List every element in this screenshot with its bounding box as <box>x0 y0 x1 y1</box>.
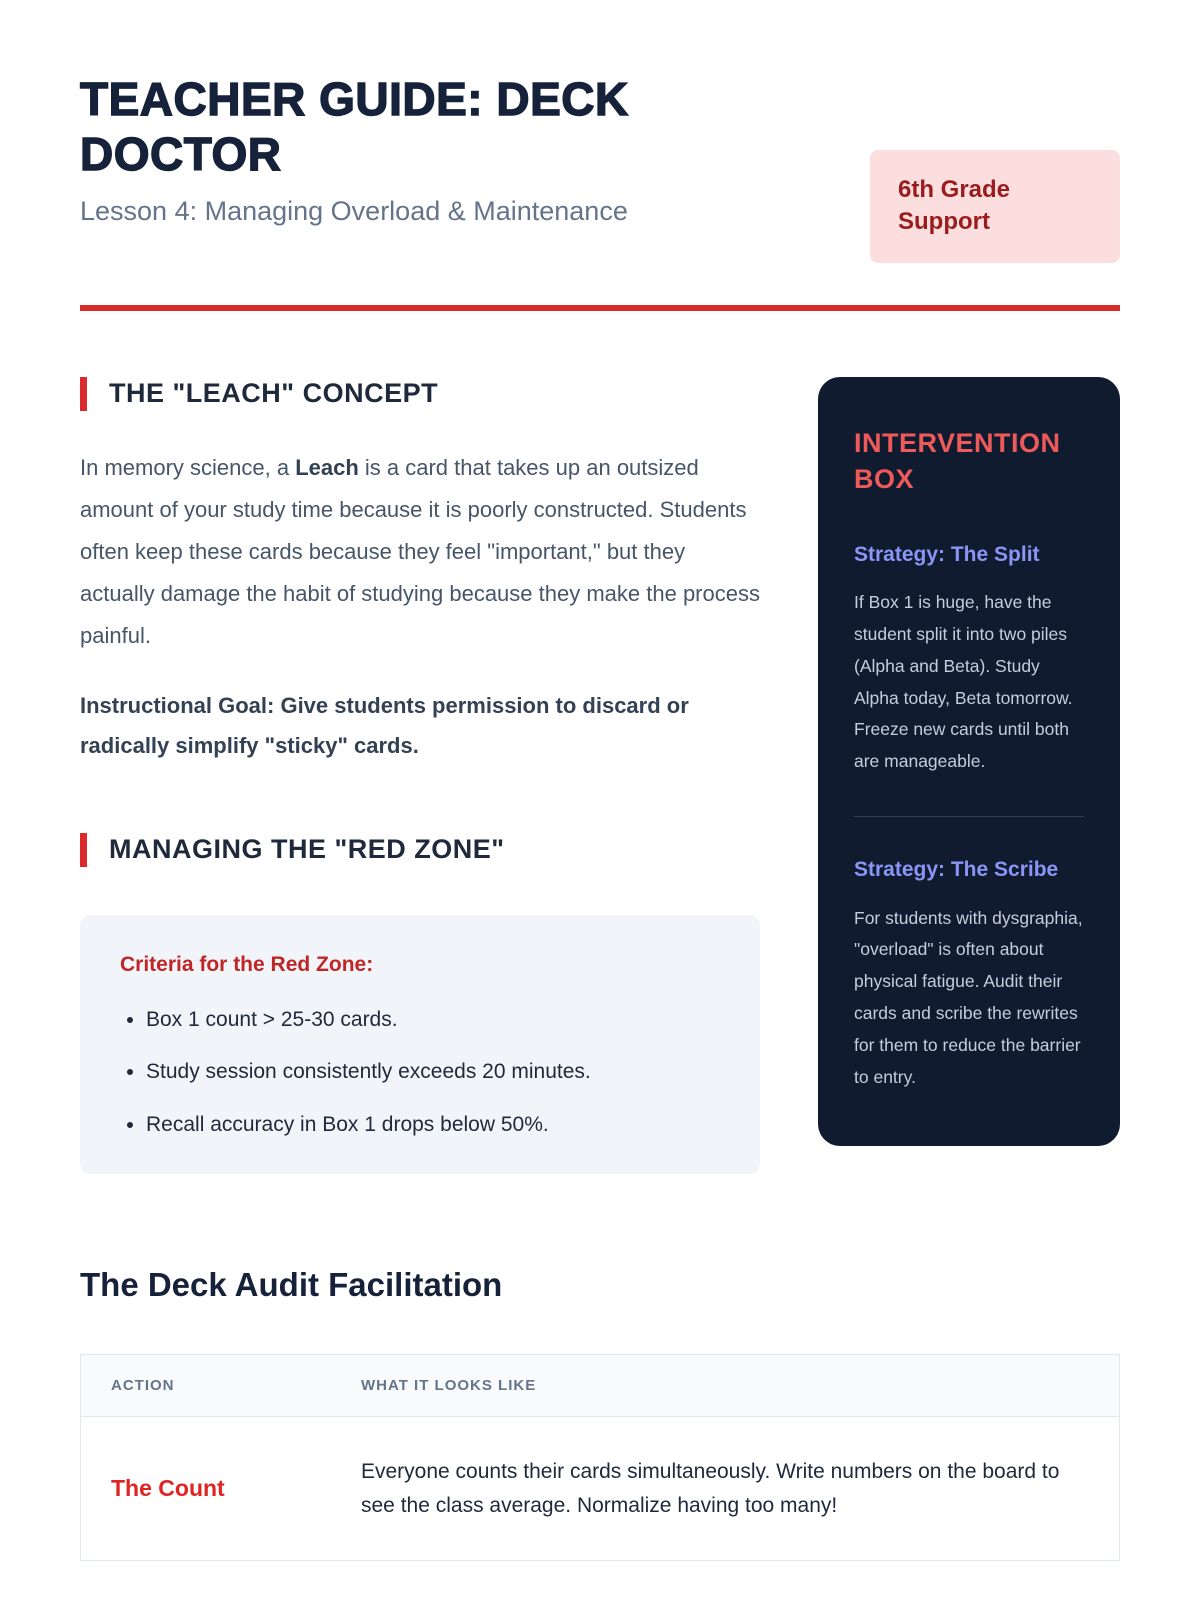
table-cell-action: The Count <box>111 1475 225 1502</box>
table-row <box>81 1417 1119 1560</box>
deck-audit-table <box>80 1354 1120 1561</box>
table-header-row <box>81 1355 1119 1417</box>
strategy-body-scribe: For students with dysgraphia, "overload" is often about physical fatigue. Audit their cards and scribe the rewrites for them to reduce the barrier to entry. <box>854 907 1083 1087</box>
main-content <box>80 377 1120 1174</box>
section-heading-deck-audit: The Deck Audit Facilitation <box>80 1266 503 1304</box>
instructional-goal: Instructional Goal: Give students permission to discard or radically simplify "sticky" cards. <box>80 692 689 759</box>
table-cell-description: Everyone counts their cards simultaneously. Write numbers on the board to see the class average. Normalize having too many! <box>361 1460 1060 1517</box>
strategy-title-scribe: Strategy: The Scribe <box>854 858 1059 882</box>
header-title-block <box>80 72 720 227</box>
strategy-title-split: Strategy: The Split <box>854 542 1040 566</box>
grade-support-badge <box>870 150 1120 263</box>
criteria-item: • Box 1 count > 25-30 cards. <box>146 1005 720 1035</box>
criteria-item: • Recall accuracy in Box 1 drops below 50%. <box>146 1110 720 1140</box>
red-zone-criteria-box <box>80 915 760 1174</box>
table-header-action: ACTION <box>111 1377 175 1395</box>
section-heading-leach-concept: THE "LEACH" CONCEPT <box>80 377 760 411</box>
leach-paragraph-suffix: is a card that takes up an outsized amount of your study time because it is poorly constructed. Students often keep these cards because they feel "important," but they actually damage the habit of studying because they make the process painful. <box>80 454 760 649</box>
leach-paragraph-prefix: In memory science, a <box>80 454 296 480</box>
intervention-box-heading: INTERVENTION BOX <box>854 427 1061 495</box>
left-column <box>80 377 760 1174</box>
table-header-what-it-looks-like: WHAT IT LOOKS LIKE <box>361 1377 537 1395</box>
leach-paragraph <box>80 447 760 658</box>
header-divider-rule <box>80 305 1120 311</box>
criteria-list <box>120 1005 720 1140</box>
grade-support-badge-label: 6th Grade Support <box>898 176 1011 236</box>
page-subtitle: Lesson 4: Managing Overload & Maintenance <box>80 196 628 227</box>
sidebar-divider <box>854 816 1084 817</box>
header <box>80 72 1120 263</box>
section-heading-red-zone: MANAGING THE "RED ZONE" <box>80 833 760 867</box>
criteria-item: • Study session consistently exceeds 20 minutes. <box>146 1057 720 1087</box>
criteria-title: Criteria for the Red Zone: <box>120 952 374 976</box>
intervention-box <box>818 377 1120 1146</box>
leach-paragraph-bold-term: Leach <box>295 454 359 480</box>
strategy-body-split: If Box 1 is huge, have the student split it into two piles (Alpha and Beta). Study Alpha today, Beta tomorrow. Freeze new cards until both are manageable. <box>854 592 1073 772</box>
page-title: TEACHER GUIDE: DECK DOCTOR <box>80 73 629 181</box>
